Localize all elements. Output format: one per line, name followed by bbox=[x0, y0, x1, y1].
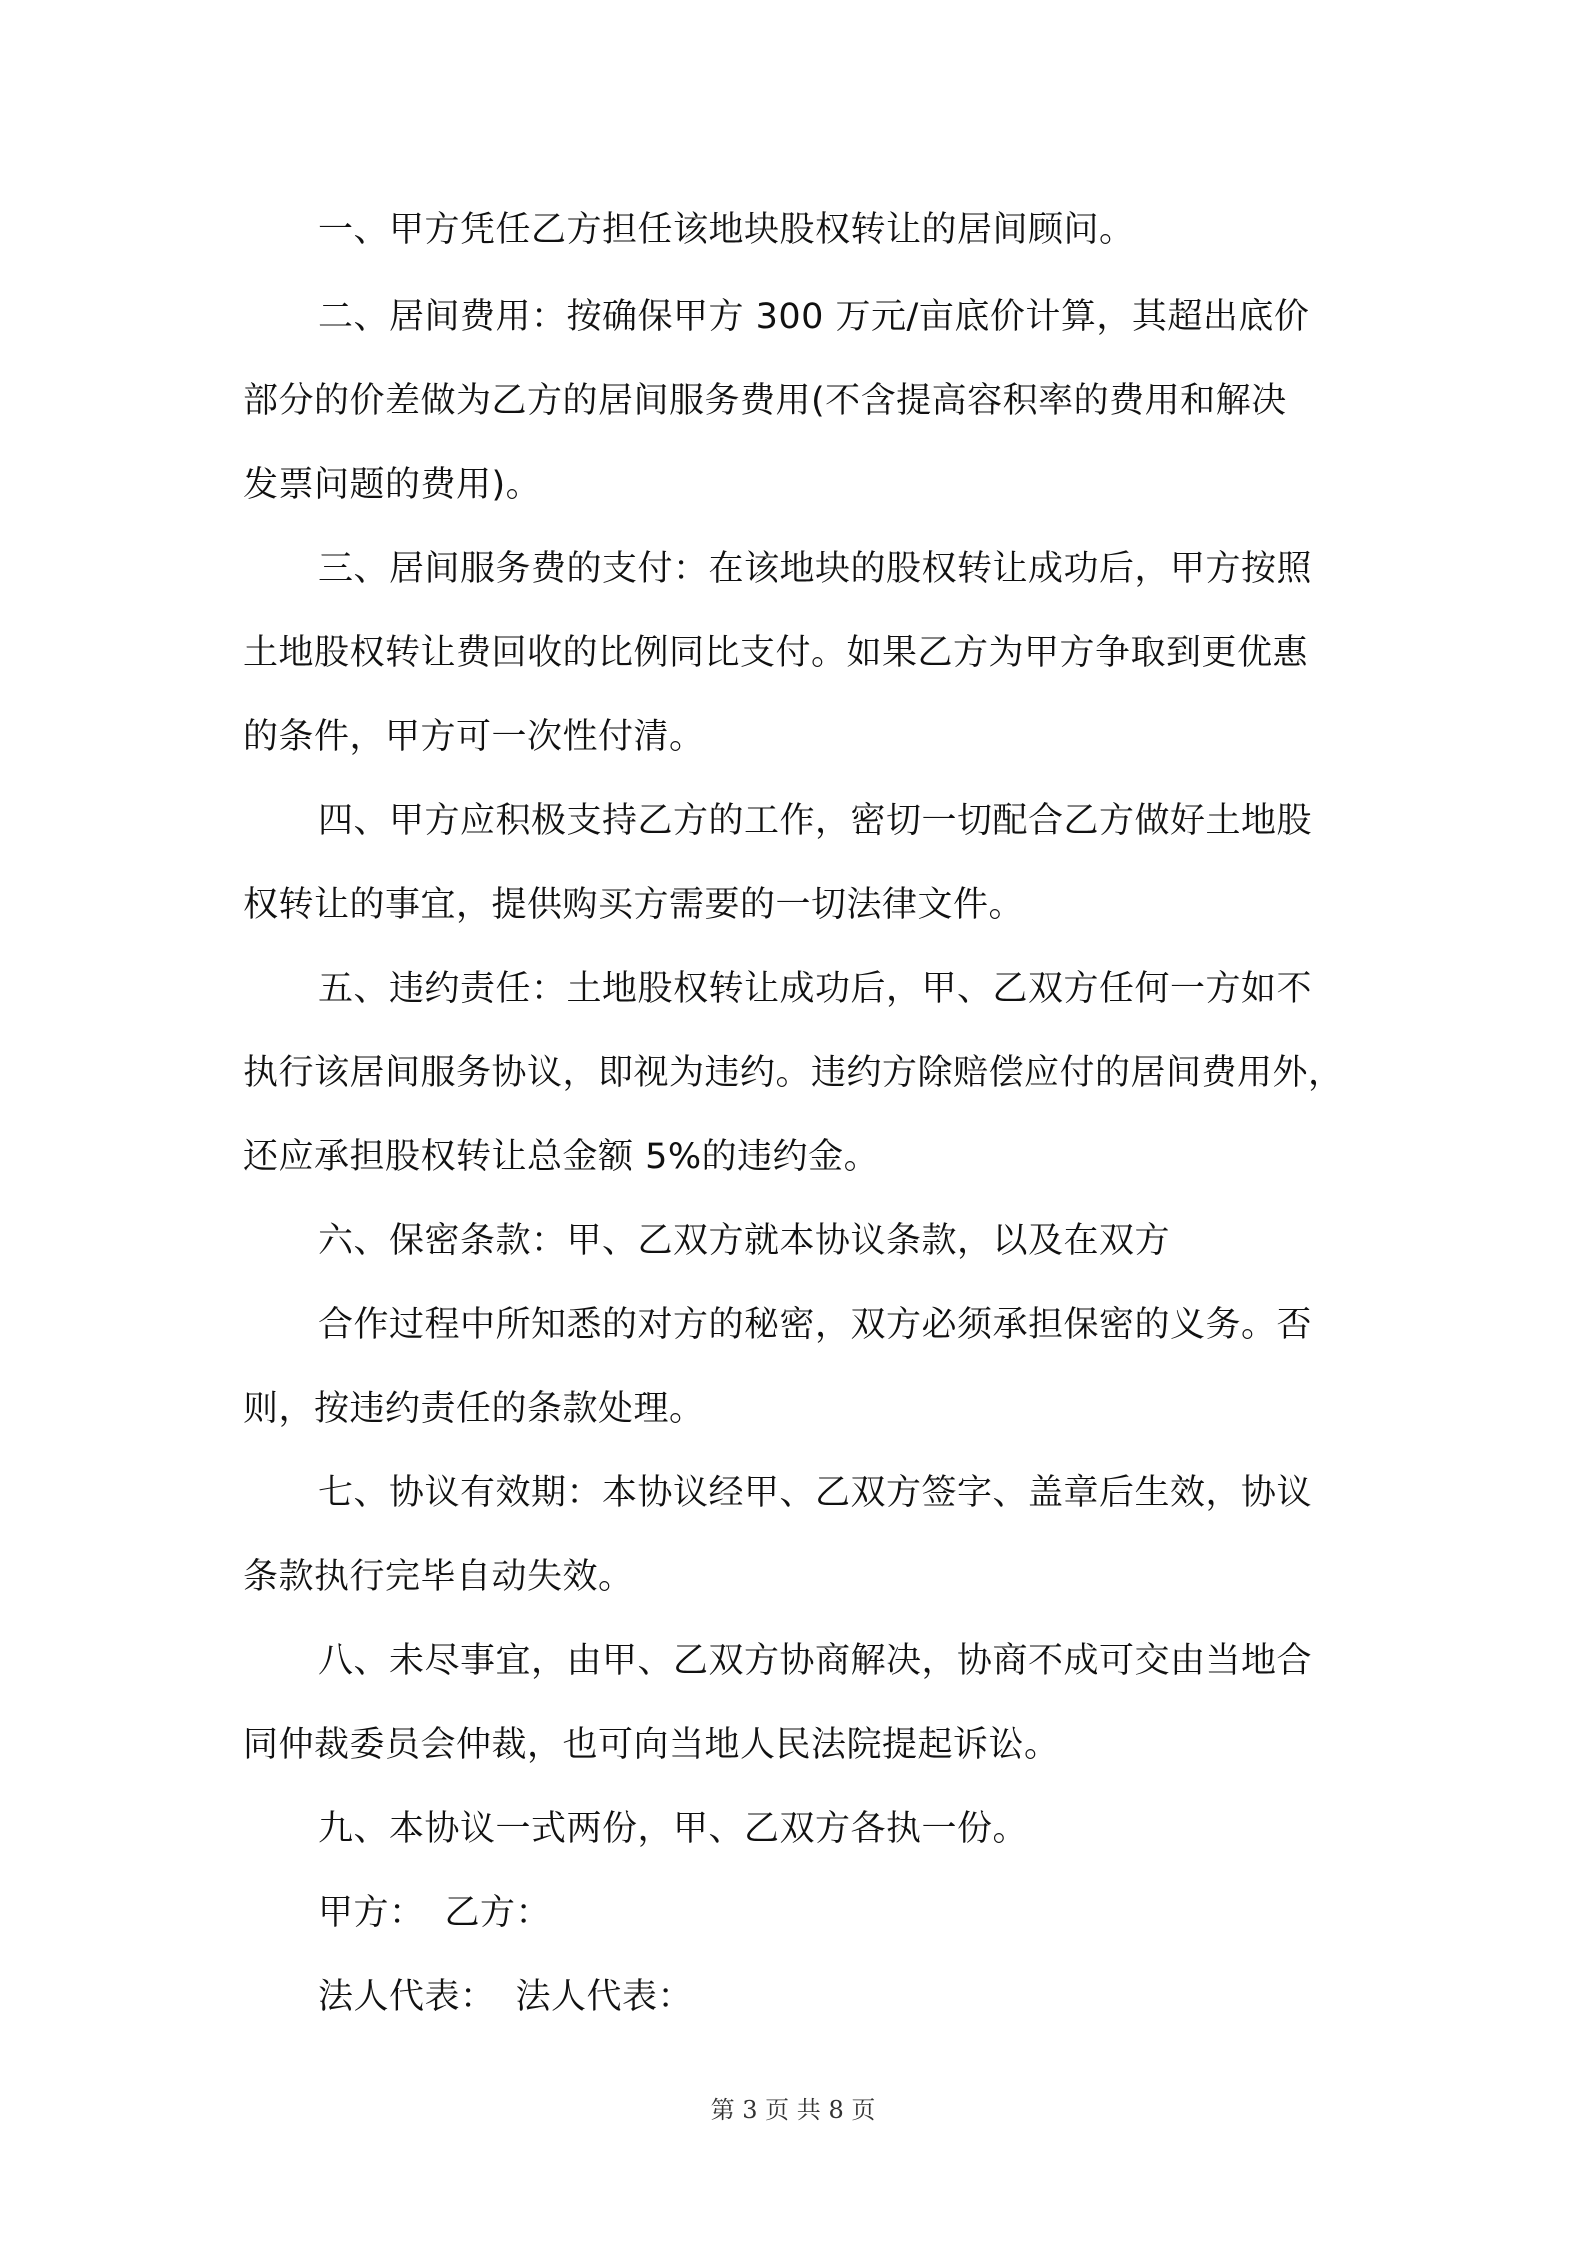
paragraph-8-line-1: 七、协议有效期：本协议经甲、乙双方签字、盖章后生效，协议 bbox=[318, 1473, 1313, 1513]
paragraph-5-line-3: 还应承担股权转让总金额 5%的违约金。 bbox=[243, 1137, 880, 1177]
representative-b-label: 法人代表： bbox=[515, 1977, 694, 2017]
representative-a-label: 法人代表： bbox=[318, 1977, 496, 2017]
paragraph-7-line-1: 合作过程中所知悉的对方的秘密，双方必须承担保密的义务。否 bbox=[318, 1305, 1313, 1345]
paragraph-7-line-2: 则，按违约责任的条款处理。 bbox=[243, 1389, 705, 1429]
signature-representative-row bbox=[0, 1975, 1586, 2019]
paragraph-9-line-2: 同仲裁委员会仲裁，也可向当地人民法院提起诉讼。 bbox=[243, 1725, 1060, 1765]
paragraph-6-line-1: 六、保密条款：甲、乙双方就本协议条款，以及在双方 bbox=[318, 1221, 1171, 1261]
paragraph-8-line-2: 条款执行完毕自动失效。 bbox=[243, 1557, 634, 1597]
paragraph-4-line-1: 四、甲方应积极支持乙方的工作，密切一切配合乙方做好土地股 bbox=[318, 801, 1313, 841]
paragraph-10-line-1: 九、本协议一式两份，甲、乙双方各执一份。 bbox=[318, 1809, 1029, 1849]
paragraph-3-line-3: 的条件，甲方可一次性付清。 bbox=[243, 717, 705, 757]
paragraph-4-line-2: 权转让的事宜，提供购买方需要的一切法律文件。 bbox=[243, 885, 1025, 925]
paragraph-2-line-1: 二、居间费用：按确保甲方 300 万元/亩底价计算，其超出底价 bbox=[318, 297, 1310, 337]
paragraph-3-line-1: 三、居间服务费的支付：在该地块的股权转让成功后，甲方按照 bbox=[318, 549, 1313, 589]
paragraph-3-line-2: 土地股权转让费回收的比例同比支付。如果乙方为甲方争取到更优惠 bbox=[243, 633, 1309, 673]
party-b-label: 乙方： bbox=[444, 1893, 552, 1933]
paragraph-2-line-3: 发票问题的费用)。 bbox=[243, 465, 542, 505]
paragraph-5-line-2: 执行该居间服务协议，即视为违约。违约方除赔偿应付的居间费用外， bbox=[243, 1053, 1344, 1093]
paragraph-9-line-1: 八、未尽事宜，由甲、乙双方协商解决，协商不成可交由当地合 bbox=[318, 1641, 1313, 1681]
signature-party-row bbox=[0, 1891, 1586, 1935]
page-number-footer: 第 3 页 共 8 页 bbox=[710, 2096, 876, 2124]
party-a-label: 甲方： bbox=[318, 1893, 425, 1933]
paragraph-1-line-1: 一、甲方凭任乙方担任该地块股权转让的居间顾问。 bbox=[318, 210, 1135, 250]
paragraph-5-line-1: 五、违约责任：土地股权转让成功后，甲、乙双方任何一方如不 bbox=[318, 969, 1313, 1009]
paragraph-2-line-2: 部分的价差做为乙方的居间服务费用(不含提高容积率的费用和解决 bbox=[243, 381, 1287, 421]
